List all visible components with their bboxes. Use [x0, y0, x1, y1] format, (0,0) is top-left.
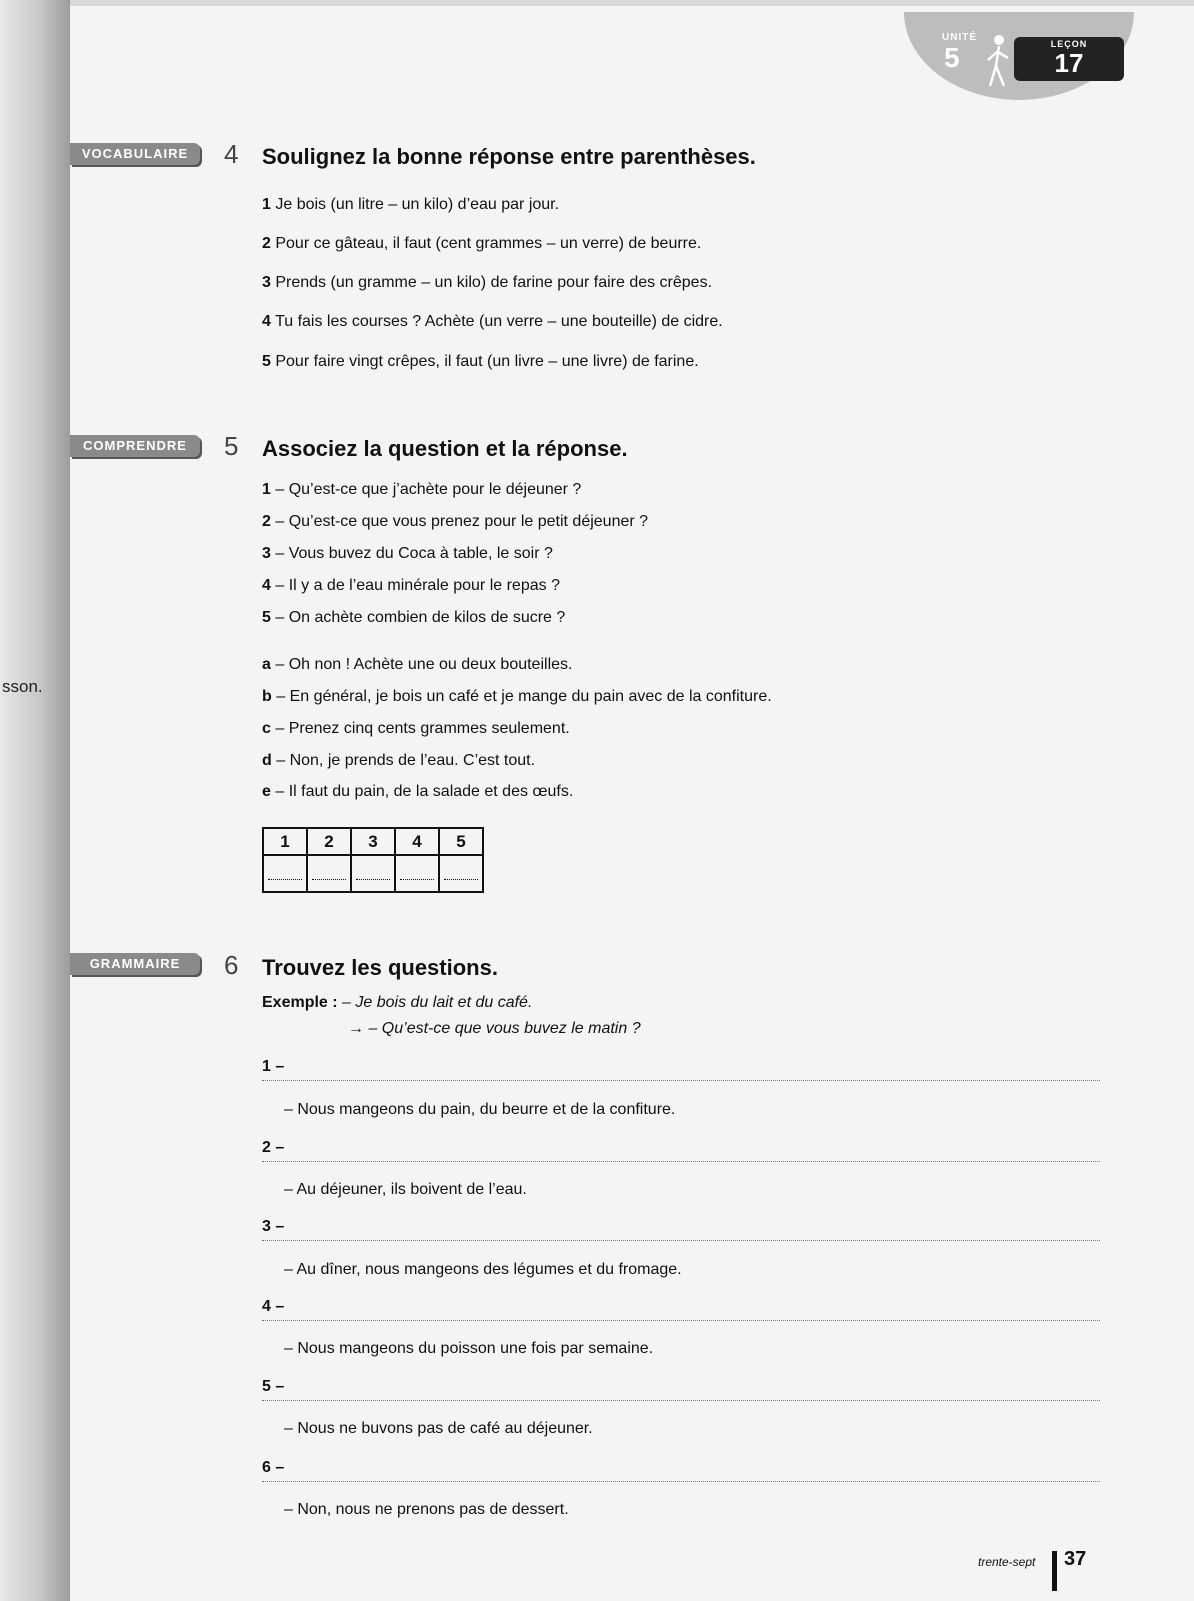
grid-answer-cell[interactable] [263, 855, 307, 892]
question-write-line[interactable]: 1 – [262, 1058, 1100, 1081]
grid-answer-cell[interactable] [439, 855, 483, 892]
unit-number: 5 [944, 42, 960, 73]
question-item: 1 – Qu’est-ce que j’achète pour le déjeuner ? [262, 481, 582, 498]
grid-answer-cell[interactable] [395, 855, 439, 892]
binding-gutter [0, 0, 70, 1601]
grid-answer-cell[interactable] [351, 855, 395, 892]
grid-header: 4 [395, 828, 439, 855]
question-item: 2 – Qu’est-ce que vous prenez pour le petit déjeuner ? [262, 513, 649, 530]
unit-lesson-badge [904, 12, 1134, 100]
section-tag-vocabulaire: VOCABULAIRE [70, 143, 200, 165]
question-write-line[interactable]: 4 – [262, 1298, 1100, 1321]
example-question: → – Qu’est-ce que vous buvez le matin ? [348, 1020, 641, 1037]
answer-item: d – Non, je prends de l’eau. C’est tout. [262, 752, 536, 769]
question-write-line[interactable]: 2 – [262, 1139, 1100, 1162]
grid-answer-cell[interactable] [307, 855, 351, 892]
example-line: Exemple : – Je bois du lait et du café. [262, 994, 533, 1011]
list-item: 4 Tu fais les courses ? Achète (un verre – une bouteille) de cidre. [262, 313, 723, 330]
answer-grid [262, 827, 484, 893]
grid-header: 5 [439, 828, 483, 855]
exercise-number: 6 [224, 950, 239, 980]
exercise-number: 4 [224, 139, 239, 169]
answer-item: e – Il faut du pain, de la salade et des œufs. [262, 783, 574, 800]
grid-header: 2 [307, 828, 351, 855]
given-answer: – Au déjeuner, ils boivent de l’eau. [284, 1181, 527, 1198]
given-answer: – Nous ne buvons pas de café au déjeuner. [284, 1420, 593, 1437]
given-answer: – Non, nous ne prenons pas de dessert. [284, 1501, 569, 1518]
question-item: 3 – Vous buvez du Coca à table, le soir ? [262, 545, 553, 562]
section-tag-comprendre: COMPRENDRE [70, 435, 200, 457]
answer-item: c – Prenez cinq cents grammes seulement. [262, 720, 570, 737]
answer-item: b – En général, je bois un café et je mange du pain avec de la confiture. [262, 688, 772, 705]
gutter-text-fragment: sson. [2, 677, 43, 696]
list-item: 1 Je bois (un litre – un kilo) d’eau par jour. [262, 196, 560, 213]
page-number-words: trente-sept [978, 1555, 1036, 1569]
exercise-title: Soulignez la bonne réponse entre parenthèses. [262, 144, 756, 169]
page-top-edge [0, 0, 1194, 6]
question-item: 4 – Il y a de l’eau minérale pour le repas ? [262, 577, 560, 594]
question-write-line[interactable]: 5 – [262, 1378, 1100, 1401]
list-item: 5 Pour faire vingt crêpes, il faut (un livre – une livre) de farine. [262, 353, 699, 370]
section-tag-grammaire: GRAMMAIRE [70, 953, 200, 975]
unit-label: UNITÉ [942, 32, 977, 43]
answer-item: a – Oh non ! Achète une ou deux bouteilles. [262, 656, 573, 673]
question-write-line[interactable]: 3 – [262, 1218, 1100, 1241]
exercise-number: 5 [224, 431, 239, 461]
given-answer: – Nous mangeons du poisson une fois par semaine. [284, 1340, 654, 1357]
lesson-label: LEÇON [1050, 39, 1088, 49]
given-answer: – Au dîner, nous mangeons des légumes et du fromage. [284, 1261, 682, 1278]
list-item: 3 Prends (un gramme – un kilo) de farine pour faire des crêpes. [262, 274, 713, 291]
lesson-box [1014, 37, 1124, 81]
list-item: 2 Pour ce gâteau, il faut (cent grammes – un verre) de beurre. [262, 235, 702, 252]
page-number: 37 [1064, 1548, 1087, 1570]
question-write-line[interactable]: 6 – [262, 1459, 1100, 1482]
grid-header: 1 [263, 828, 307, 855]
given-answer: – Nous mangeons du pain, du beurre et de la confiture. [284, 1101, 676, 1118]
person-icon [982, 32, 1016, 88]
question-item: 5 – On achète combien de kilos de sucre ? [262, 609, 566, 626]
lesson-number: 17 [1054, 48, 1084, 78]
grid-header: 3 [351, 828, 395, 855]
exercise-title: Associez la question et la réponse. [262, 436, 628, 461]
exercise-title: Trouvez les questions. [262, 955, 498, 980]
footer-divider [1052, 1551, 1057, 1591]
